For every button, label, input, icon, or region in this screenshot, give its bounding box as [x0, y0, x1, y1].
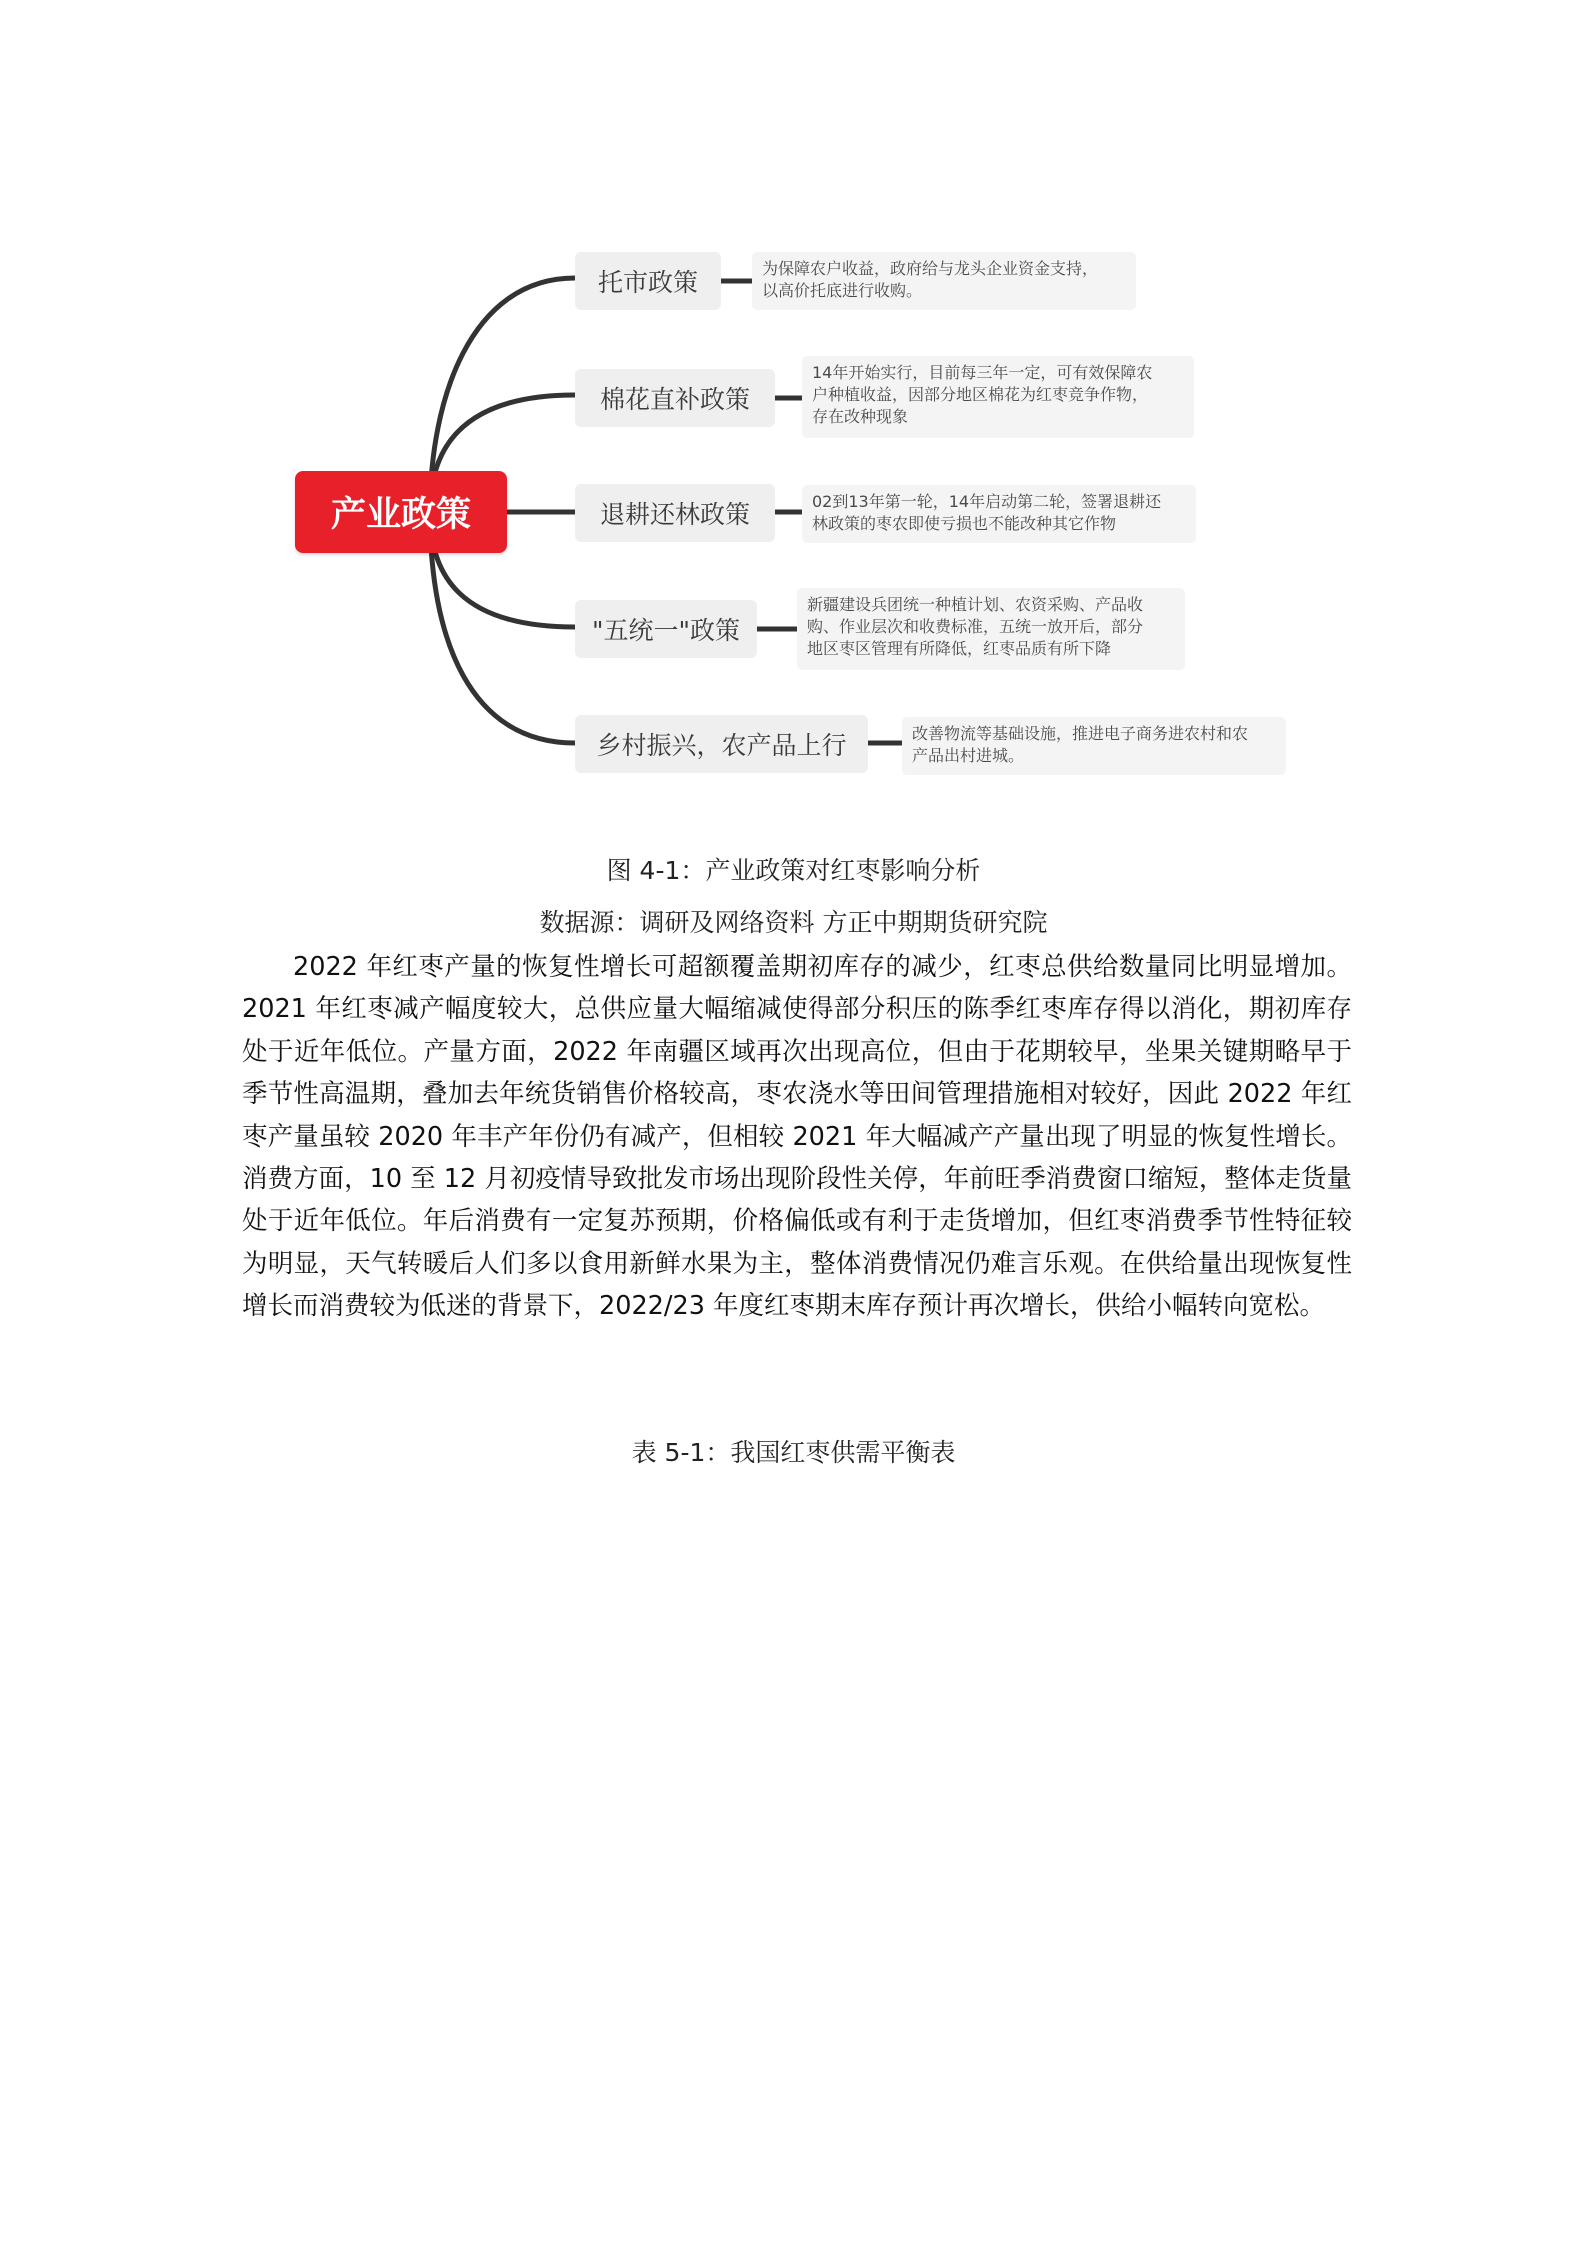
note-line: 购、作业层次和收费标准，五统一放开后，部分	[807, 617, 1144, 636]
mindmap-figure	[0, 0, 1587, 820]
branch-note-1	[752, 252, 1136, 310]
branch-note-3	[802, 485, 1196, 543]
branch-node-4: "五统一"政策	[575, 600, 757, 658]
note-line: 存在改种现象	[812, 407, 909, 426]
branch-note-4	[797, 588, 1185, 670]
figure-caption: 图 4-1：产业政策对红枣影响分析	[606, 856, 981, 885]
note-line: 产品出村进城。	[912, 746, 1025, 765]
table-caption: 表 5-1：我国红枣供需平衡表	[631, 1438, 956, 1467]
note-line: 地区枣区管理有所降低，红枣品质有所下降	[807, 639, 1112, 658]
branch-node-1: 托市政策	[575, 252, 721, 310]
note-line: 以高价托底进行收购。	[762, 281, 923, 300]
note-line: 户种植收益，因部分地区棉花为红枣竞争作物，	[812, 385, 1149, 404]
mindmap-connectors	[0, 0, 1587, 820]
note-line: 02到13年第一轮，14年启动第二轮，签署退耕还	[812, 492, 1162, 511]
note-line: 为保障农户收益，政府给与龙头企业资金支持，	[762, 259, 1099, 278]
branch-node-5: 乡村振兴，农产品上行	[575, 715, 868, 773]
body-text	[242, 946, 1352, 1328]
note-line: 14年开始实行，目前每三年一定，可有效保障农	[812, 363, 1153, 382]
note-line: 改善物流等基础设施，推进电子商务进农村和农	[912, 724, 1249, 743]
branch-node-3: 退耕还林政策	[575, 484, 775, 542]
branch-node-2: 棉花直补政策	[575, 369, 775, 427]
note-line: 林政策的枣农即使亏损也不能改种其它作物	[812, 514, 1117, 533]
branch-note-2	[802, 356, 1194, 438]
source-caption: 数据源：调研及网络资料 方正中期期货研究院	[539, 908, 1048, 937]
mindmap-root-node: 产业政策	[295, 471, 507, 553]
body-paragraph: 2022 年红枣产量的恢复性增长可超额覆盖期初库存的减少，红枣总供给数量同比明显增加。2021 年红枣减产幅度较大，总供应量大幅缩减使得部分积压的陈季红枣库存得以消化，期初库存处于近年低位。产量方面，2022 年南疆区域再次出现高位，但由于花期较早，坐果关键期略早于季节性高温期，叠加去年统货销售价格较高，枣农浇水等田间管理措施相对较好，因此 2022 年红枣产量虽较 2020 年丰产年份仍有减产，但相较 2021 年大幅减产产量出现了明显的恢复性增长。消费方面，10 至 12 月初疫情导致批发市场出现阶段性关停，年前旺季消费窗口缩短，整体走货量处于近年低位。年后消费有一定复苏预期，价格偏低或有利于走货增加，但红枣消费季节性特征较为明显，天气转暖后人们多以食用新鲜水果为主，整体消费情况仍难言乐观。在供给量出现恢复性增长而消费较为低迷的背景下，2022/23 年度红枣期末库存预计再次增长，供给小幅转向宽松。	[242, 952, 1352, 1322]
note-line: 新疆建设兵团统一种植计划、农资采购、产品收	[807, 595, 1144, 614]
branch-note-5	[902, 717, 1286, 775]
